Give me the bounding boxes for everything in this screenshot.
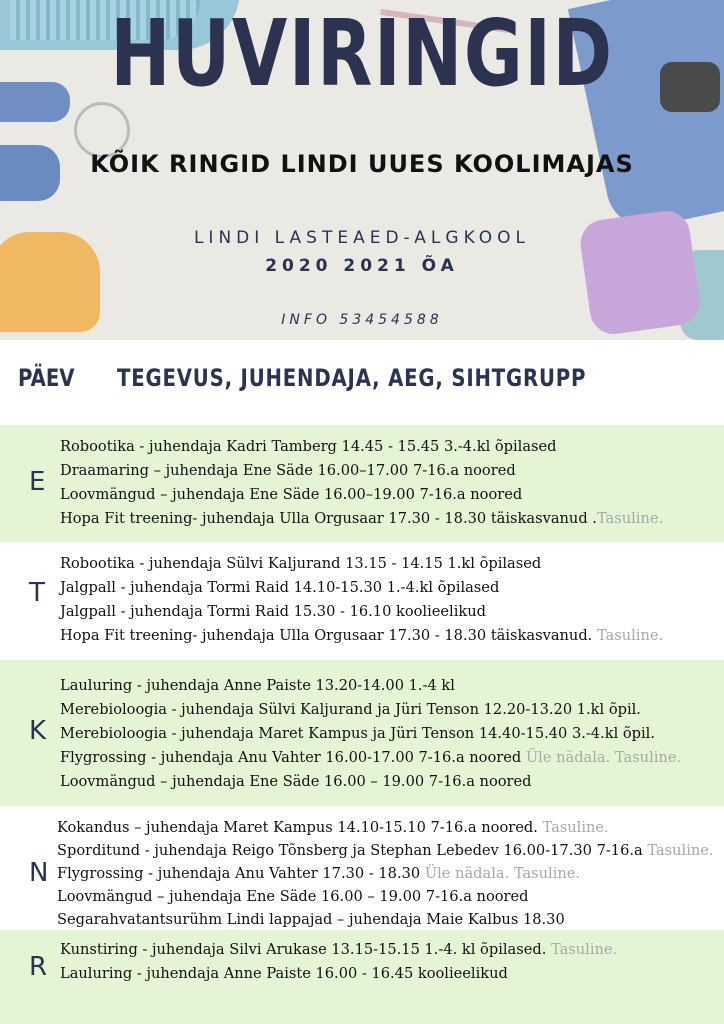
- paid-note: Üle nädala. Tasuline.: [424, 865, 581, 882]
- activity-list: [60, 552, 663, 648]
- day-letter: T: [29, 578, 45, 608]
- activity-line: Hopa Fit treening- juhendaja Ulla Orgusaar 17.30 - 18.30 täiskasvanud .Tasuline.: [60, 510, 664, 527]
- activity-line: Merebioloogia - juhendaja Sülvi Kaljurand ja Jüri Tenson 12.20-13.20 1.kl õpil.: [60, 701, 641, 718]
- poster-header: [0, 0, 724, 340]
- info-phone: INFO 53454588: [281, 312, 443, 328]
- activity-line: Flygrossing - juhendaja Anu Vahter 17.30 - 18.30 Üle nädala. Tasuline.: [57, 865, 581, 882]
- day-letter: K: [29, 716, 47, 746]
- day-block-friday: [0, 930, 724, 1024]
- activity-line: Lauluring - juhendaja Anne Paiste 13.20-14.00 1.-4 kl: [60, 677, 455, 694]
- day-letter: R: [29, 952, 48, 982]
- activity-line: Jalgpall - juhendaja Tormi Raid 14.10-15.30 1.-4.kl õpilased: [60, 579, 500, 596]
- activity-list: [60, 938, 617, 986]
- activity-line: Merebioloogia - juhendaja Maret Kampus ja Jüri Tenson 14.40-15.40 3.-4.kl õpil.: [60, 725, 655, 742]
- activity-line: Lauluring - juhendaja Anne Paiste 16.00 - 16.45 koolieelikud: [60, 965, 508, 982]
- jump-rope-handle-image: [0, 82, 70, 122]
- poster-title: HUVIRINGID: [110, 0, 614, 107]
- activity-line: Jalgpall - juhendaja Tormi Raid 15.30 - 16.10 koolieelikud: [60, 603, 486, 620]
- activity-line: Loovmängud – juhendaja Ene Säde 16.00 – 19.00 7-16.a noored: [60, 773, 532, 790]
- day-block-tuesday: [0, 542, 724, 660]
- day-block-wednesday: [0, 660, 724, 806]
- paid-note: Tasuline.: [647, 842, 714, 859]
- activity-line: Hopa Fit treening- juhendaja Ulla Orgusaar 17.30 - 18.30 täiskasvanud. Tasuline.: [60, 627, 664, 644]
- activity-line: Sporditund - juhendaja Reigo Tõnsberg ja Stephan Lebedev 16.00-17.30 7-16.a Tasuline.: [57, 842, 714, 859]
- activity-line: Segarahvatantsurühm Lindi lappajad – juhendaja Maie Kalbus 18.30: [57, 911, 565, 928]
- column-header-day: PÄEV: [18, 364, 75, 392]
- activity-line: Flygrossing - juhendaja Anu Vahter 16.00-17.00 7-16.a noored Üle nädala. Tasuline.: [60, 749, 682, 766]
- activity-line: Loovmängud – juhendaja Ene Säde 16.00–19.00 7-16.a noored: [60, 486, 523, 503]
- activity-line: Kokandus – juhendaja Maret Kampus 14.10-15.10 7-16.a noored. Tasuline.: [57, 819, 609, 836]
- day-letter: E: [29, 467, 46, 497]
- activity-line: Draamaring – juhendaja Ene Säde 16.00–17.00 7-16.a noored: [60, 462, 516, 479]
- day-block-monday: [0, 425, 724, 542]
- paid-note: Tasuline.: [596, 627, 664, 644]
- poster-subtitle: KÕIK RINGID LINDI UUES KOOLIMAJAS: [90, 150, 634, 178]
- school-name: LINDI LASTEAED-ALGKOOL: [193, 228, 531, 248]
- paid-note: Tasuline.: [550, 941, 618, 958]
- paid-note: Tasuline.: [542, 819, 609, 836]
- paid-note: Tasuline.: [596, 510, 664, 527]
- activity-list: [57, 816, 714, 931]
- paid-note: Üle nädala. Tasuline.: [525, 749, 682, 766]
- column-header-activity: TEGEVUS, JUHENDAJA, AEG, SIHTGRUPP: [117, 364, 587, 392]
- activity-line: Loovmängud – juhendaja Ene Säde 16.00 – 19.00 7-16.a noored: [57, 888, 529, 905]
- day-block-thursday: [0, 806, 724, 930]
- activity-line: Robootika - juhendaja Sülvi Kaljurand 13.15 - 14.15 1.kl õpilased: [60, 555, 542, 572]
- day-letter: N: [29, 858, 49, 888]
- school-year: 2020 2021 ÕA: [265, 256, 459, 276]
- activity-list: [60, 435, 663, 531]
- activity-list: [60, 674, 681, 794]
- activity-line: Kunstiring - juhendaja Silvi Arukase 13.15-15.15 1.-4. kl õpilased. Tasuline.: [60, 941, 618, 958]
- activity-line: Robootika - juhendaja Kadri Tamberg 14.45 - 15.45 3.-4.kl õpilased: [60, 438, 557, 455]
- band-knob-image: [660, 62, 720, 112]
